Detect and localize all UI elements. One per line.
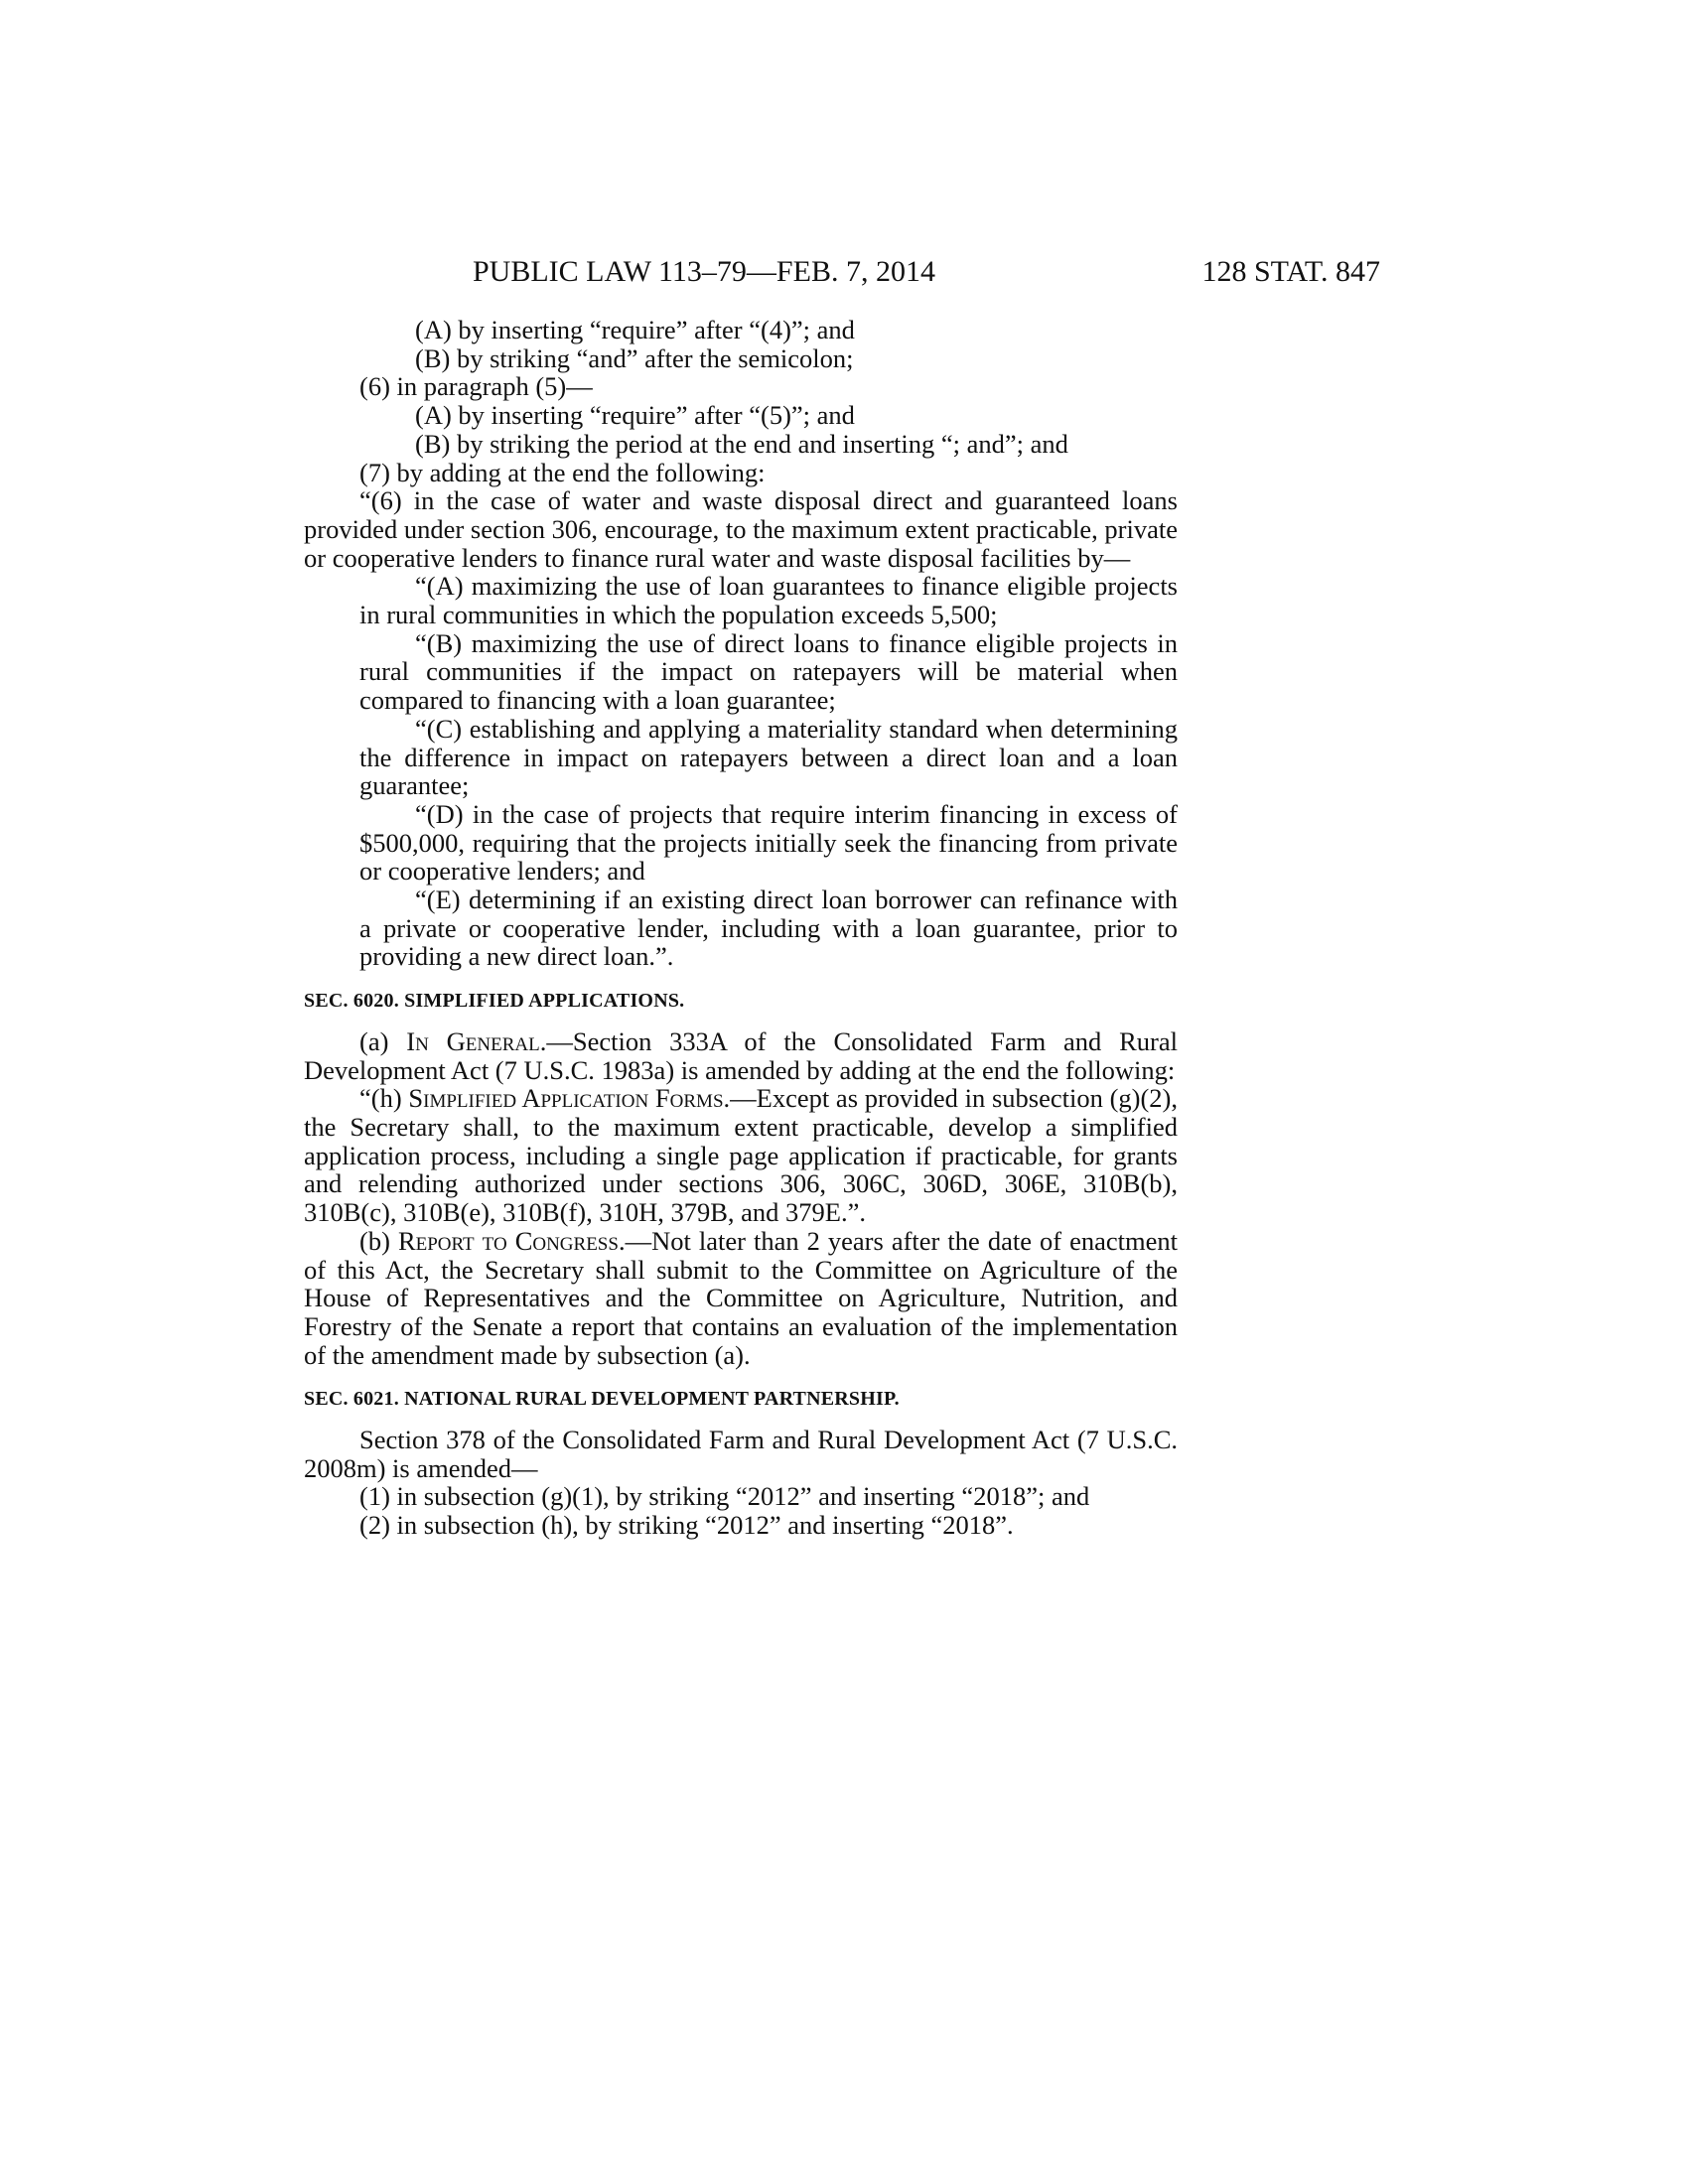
section-6021-intro: Section 378 of the Consolidated Farm and Rural Development Act (7 U.S.C. 2008m) is amended— <box>304 1425 1178 1483</box>
section-heading-6021: SEC. 6021. NATIONAL RURAL DEVELOPMENT PARTNERSHIP. <box>304 1388 900 1411</box>
body-text <box>304 316 1178 1540</box>
header-stat-page: 128 STAT. 847 <box>1201 255 1380 288</box>
subsection-b-report <box>304 1227 1178 1370</box>
clause-5-a: (A) by inserting “require” after “(5)”; and <box>415 400 855 431</box>
header-title: PUBLIC LAW 113–79—FEB. 7, 2014 <box>473 255 935 288</box>
section-6021-item-2: (2) in subsection (h), by striking “2012” and inserting “2018”. <box>359 1510 1014 1541</box>
clause-4-a: (A) by inserting “require” after “(4)”; and <box>415 315 855 344</box>
subsection-caption: Report to Congress <box>397 1225 619 1256</box>
quoted-subparagraph-e: “(E) determining if an existing direct loan borrower can refinance with a private or cooperative lender, including with a loan guarantee, prior to providing a new direct loan.”. <box>359 885 1178 972</box>
section-6021-item-1: (1) in subsection (g)(1), by striking “2012” and inserting “2018”; and <box>359 1481 1090 1512</box>
clause-7: (7) by adding at the end the following: <box>359 457 766 487</box>
subsection-a-in-general <box>304 1027 1178 1084</box>
subsection-label: (a) <box>359 1025 407 1056</box>
clause-4-b: (B) by striking “and” after the semicolon; <box>415 342 854 373</box>
clause-5-b: (B) by striking the period at the end and inserting “; and”; and <box>415 428 1068 459</box>
clause-6: (6) in paragraph (5)— <box>359 371 593 402</box>
section-heading-6020: SEC. 6020. SIMPLIFIED APPLICATIONS. <box>304 990 685 1013</box>
quoted-subparagraph-b: “(B) maximizing the use of direct loans to finance eligible projects in rural communities if the impact on ratepayers will be material when compared to financing with a loan guarantee; <box>359 627 1178 716</box>
running-header <box>296 252 1380 292</box>
subsection-text: .—Except as provided in subsection (g)(2), the Secretary shall, to the maximum extent practicable, develop a simplified application process, including a single page application if practicable, for grants and relending authorized under sections 306, 306C, 306D, 306E, 310B(b), 310B(c), 310B(e), 310B(f), 310H, 379B, and 379E.”. <box>304 1083 1178 1228</box>
quoted-subparagraph-c: “(C) establishing and applying a materiality standard when determining the difference in impact on ratepayers between a direct loan and a loan guarantee; <box>359 713 1178 801</box>
quoted-subparagraph-a: “(A) maximizing the use of loan guarantees to finance eligible projects in rural communities in which the population exceeds 5,500; <box>359 571 1178 630</box>
subsection-caption: In General <box>406 1025 540 1056</box>
subsection-h-simplified-forms <box>304 1084 1178 1227</box>
subsection-caption: Simplified Application Forms <box>408 1083 724 1114</box>
subsection-text: .—Section 333A of the Consolidated Farm and Rural Development Act (7 U.S.C. 1983a) is amended by adding at the end the following: <box>304 1025 1178 1085</box>
subsection-label: (b) <box>359 1225 398 1256</box>
subsection-label: “(h) <box>359 1083 409 1114</box>
quoted-subparagraph-d: “(D) in the case of projects that require interim financing in excess of $500,000, requiring that the projects initially seek the financing from private or cooperative lenders; and <box>359 798 1178 887</box>
subsection-text: .—Not later than 2 years after the date of enactment of this Act, the Secretary shall submit to the Committee on Agriculture of the House of Representatives and the Committee on Agriculture, Nutrition, and Forestry of the Senate a report that contains an evaluation of the implementation of the amendment made by subsection (a). <box>304 1225 1178 1370</box>
quoted-paragraph-6: “(6) in the case of water and waste disposal direct and guaranteed loans provided under section 306, encourage, to the maximum extent practicable, private or cooperative lenders to finance rural water and waste disposal facilities by— <box>304 485 1178 573</box>
